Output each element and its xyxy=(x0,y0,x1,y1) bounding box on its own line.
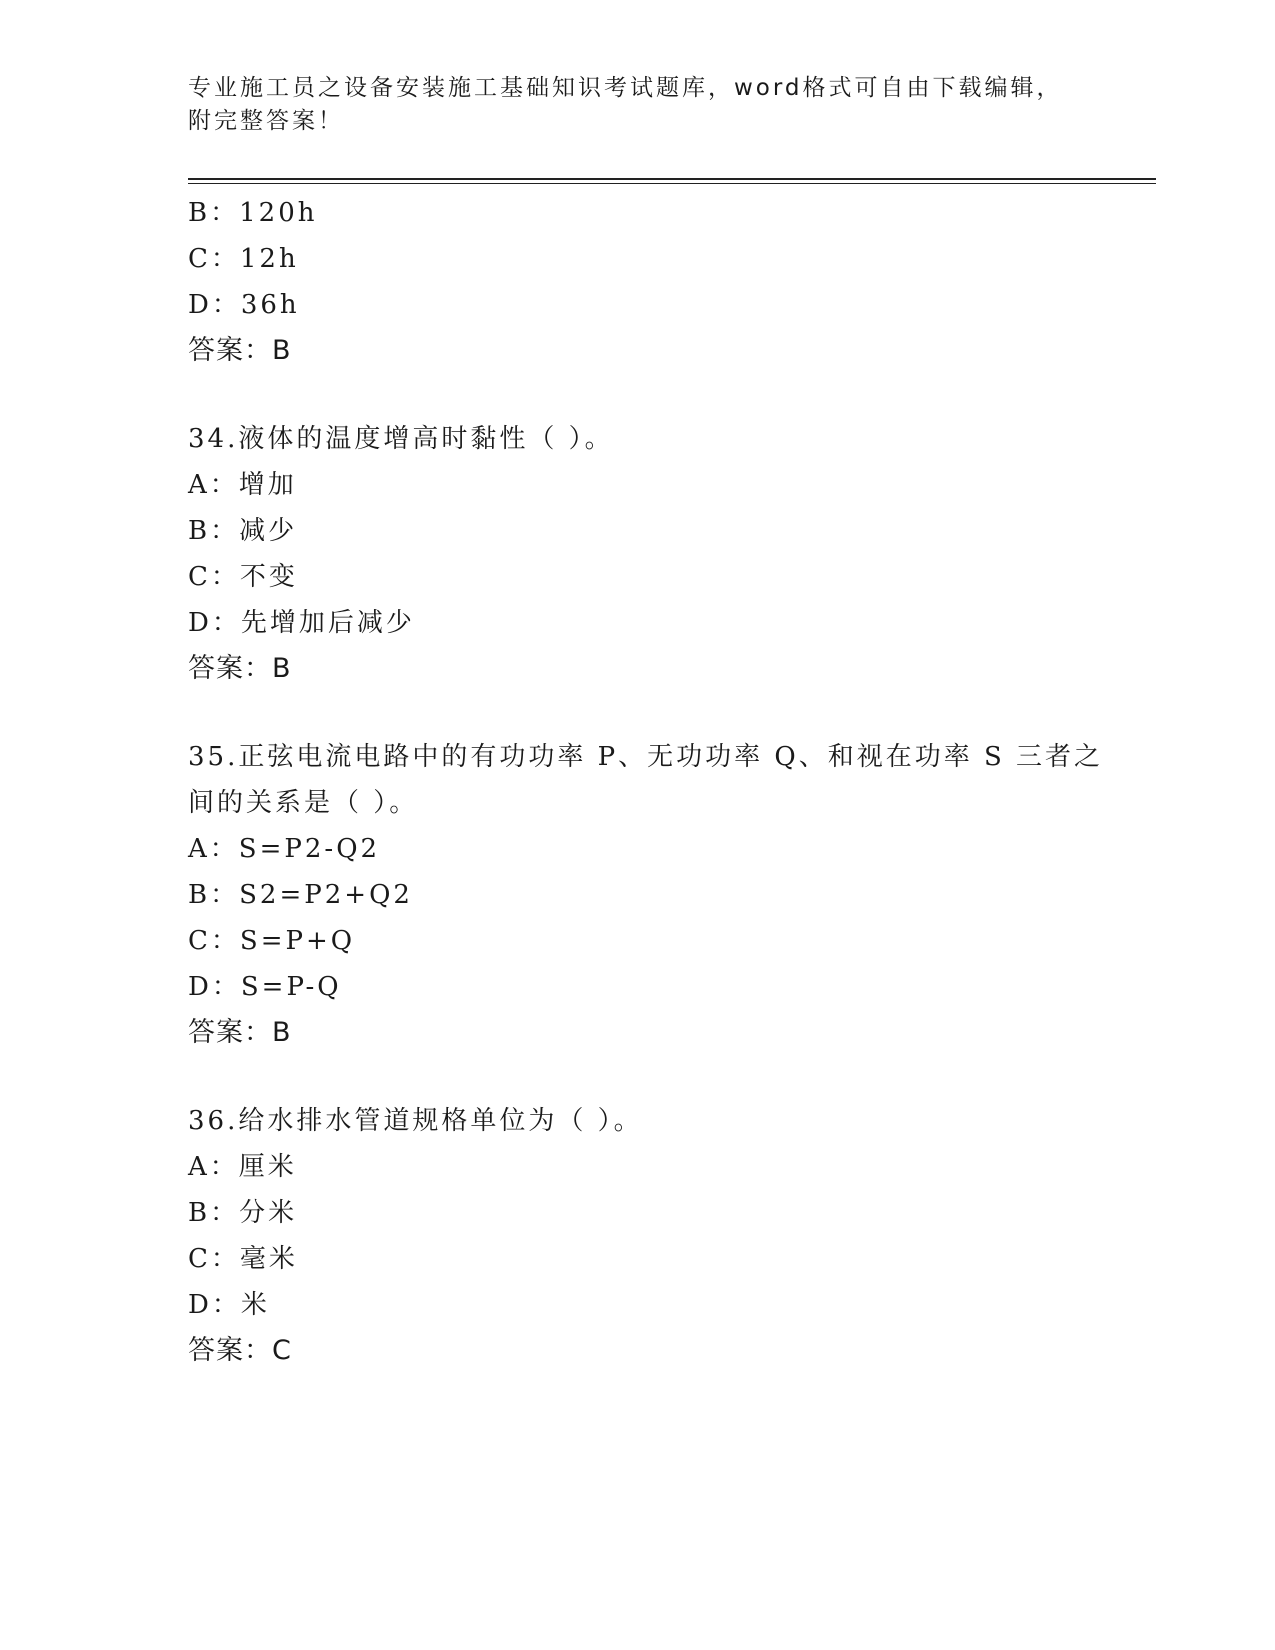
option-a: A：增加 xyxy=(188,470,297,500)
question-stem: 34.液体的温度增高时黏性（ ）。 xyxy=(188,424,614,454)
option-d: D：36h xyxy=(188,290,300,320)
option-a: A：S=P2-Q2 xyxy=(188,834,381,864)
option-a: A：厘米 xyxy=(188,1152,297,1182)
question-stem: 36.给水排水管道规格单位为（ ）。 xyxy=(188,1106,643,1136)
option-d: D：先增加后减少 xyxy=(188,608,415,638)
answer-line: 答案：B xyxy=(188,1017,292,1048)
document-header: 专业施工员之设备安装施工基础知识考试题库，word格式可自由下载编辑，附完整答案！ xyxy=(188,75,1063,134)
question-stem-cont: 间的关系是（ ）。 xyxy=(188,788,419,818)
option-c: C：S=P+Q xyxy=(188,926,356,956)
option-b: B：120h xyxy=(188,198,318,228)
question-35 xyxy=(188,734,1104,1056)
header-rule-thick xyxy=(188,178,1156,180)
option-c: C：不变 xyxy=(188,562,298,592)
question-list xyxy=(188,190,1104,1374)
option-c: C：毫米 xyxy=(188,1244,298,1274)
answer-line: 答案：B xyxy=(188,653,292,684)
answer-line: 答案：C xyxy=(188,1335,292,1366)
option-b: B：S2=P2+Q2 xyxy=(188,880,413,910)
option-b: B：分米 xyxy=(188,1198,298,1228)
question-34 xyxy=(188,416,1068,692)
answer-line: 答案：B xyxy=(188,335,292,366)
question-stem: 35.正弦电流电路中的有功功率 P、无功功率 Q、和视在功率 S 三者之 xyxy=(188,742,1104,772)
option-b: B：减少 xyxy=(188,516,298,546)
option-d: D：S=P-Q xyxy=(188,972,342,1002)
option-d: D：米 xyxy=(188,1290,270,1320)
header-rule-thin xyxy=(188,183,1156,184)
question-36 xyxy=(188,1098,1068,1374)
option-c: C：12h xyxy=(188,244,299,274)
